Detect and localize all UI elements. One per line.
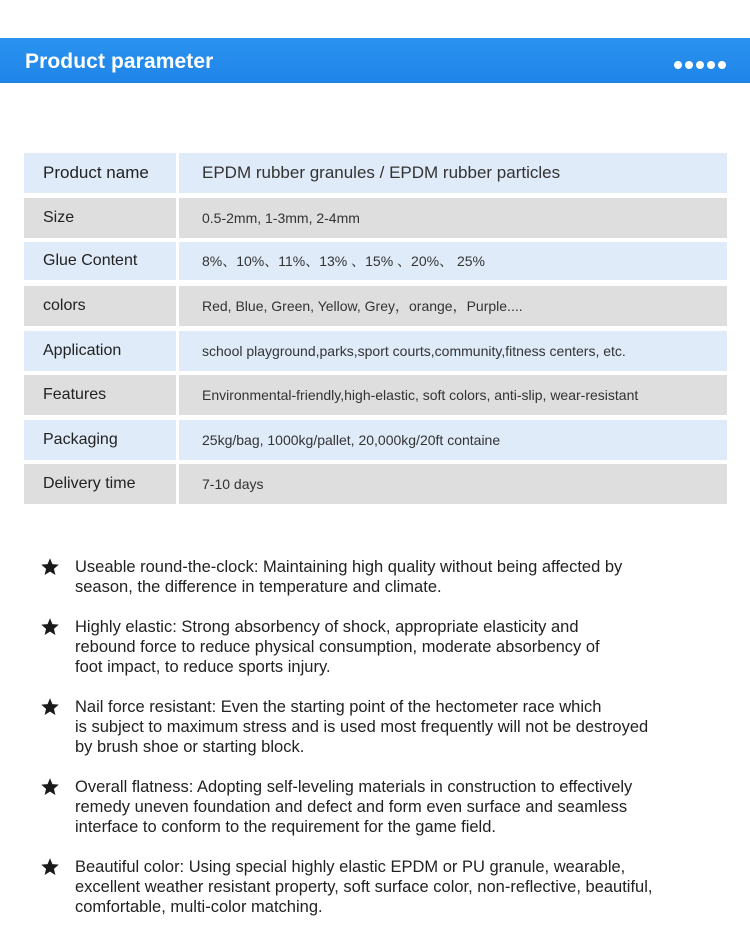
row-label: Product name xyxy=(24,153,176,193)
feature-line: foot impact, to reduce sports injury. xyxy=(75,658,331,676)
table-row xyxy=(24,375,727,415)
dot-icon xyxy=(707,61,715,69)
feature-line: Highly elastic: Strong absorbency of shock, appropriate elasticity and xyxy=(75,618,579,636)
feature-line: season, the difference in temperature and climate. xyxy=(75,578,442,596)
dot-icon xyxy=(718,61,726,69)
feature-line: by brush shoe or starting block. xyxy=(75,738,305,756)
feature-line: excellent weather resistant property, soft surface color, non-reflective, beautiful, xyxy=(75,878,653,896)
feature-line: Beautiful color: Using special highly elastic EPDM or PU granule, wearable, xyxy=(75,858,626,876)
feature-line: Overall flatness: Adopting self-leveling materials in construction to effectively xyxy=(75,778,633,796)
page-title: Product parameter xyxy=(25,50,214,73)
row-label: colors xyxy=(24,286,176,326)
row-value: 7-10 days xyxy=(179,464,727,504)
table-row xyxy=(24,153,727,193)
table-row xyxy=(24,286,727,326)
feature-text xyxy=(75,617,725,677)
row-label: Packaging xyxy=(24,420,176,460)
dots-ornament xyxy=(674,61,726,69)
feature-line: remedy uneven foundation and defect and form even surface and seamless xyxy=(75,798,628,816)
row-value: Red, Blue, Green, Yellow, Grey，orange，Purple.... xyxy=(179,286,727,326)
feature-line: rebound force to reduce physical consumption, moderate absorbency of xyxy=(75,638,600,656)
row-label: Delivery time xyxy=(24,464,176,504)
dot-icon xyxy=(685,61,693,69)
feature-line: Nail force resistant: Even the starting point of the hectometer race which xyxy=(75,698,602,716)
row-label: Size xyxy=(24,198,176,238)
feature-text xyxy=(75,777,725,837)
row-value: 0.5-2mm, 1-3mm, 2-4mm xyxy=(179,198,727,238)
table-row xyxy=(24,331,727,371)
feature-text xyxy=(75,857,725,917)
row-label: Glue Content xyxy=(24,242,176,280)
star-icon xyxy=(40,857,60,877)
star-icon xyxy=(40,557,60,577)
row-value: Environmental-friendly,high-elastic, soft colors, anti-slip, wear-resistant xyxy=(179,375,727,415)
star-icon xyxy=(40,697,60,717)
row-label: Features xyxy=(24,375,176,415)
row-value: 8%、10%、11%、13% 、15% 、20%、 25% xyxy=(179,242,727,280)
star-icon xyxy=(40,617,60,637)
row-value: 25kg/bag, 1000kg/pallet, 20,000kg/20ft containe xyxy=(179,420,727,460)
feature-text xyxy=(75,557,725,597)
table-row xyxy=(24,198,727,238)
table-row xyxy=(24,420,727,460)
table-row xyxy=(24,464,727,504)
row-value: school playground,parks,sport courts,community,fitness centers, etc. xyxy=(179,331,727,371)
feature-line: Useable round-the-clock: Maintaining high quality without being affected by xyxy=(75,558,623,576)
star-icon xyxy=(40,777,60,797)
feature-text xyxy=(75,697,725,757)
row-label: Application xyxy=(24,331,176,371)
dot-icon xyxy=(696,61,704,69)
feature-line: comfortable, multi-color matching. xyxy=(75,898,323,916)
header-banner xyxy=(0,38,750,83)
feature-line: interface to conform to the requirement for the game field. xyxy=(75,818,496,836)
dot-icon xyxy=(674,61,682,69)
row-value: EPDM rubber granules / EPDM rubber particles xyxy=(179,153,727,193)
feature-line: is subject to maximum stress and is used most frequently will not be destroyed xyxy=(75,718,649,736)
table-row xyxy=(24,242,727,280)
